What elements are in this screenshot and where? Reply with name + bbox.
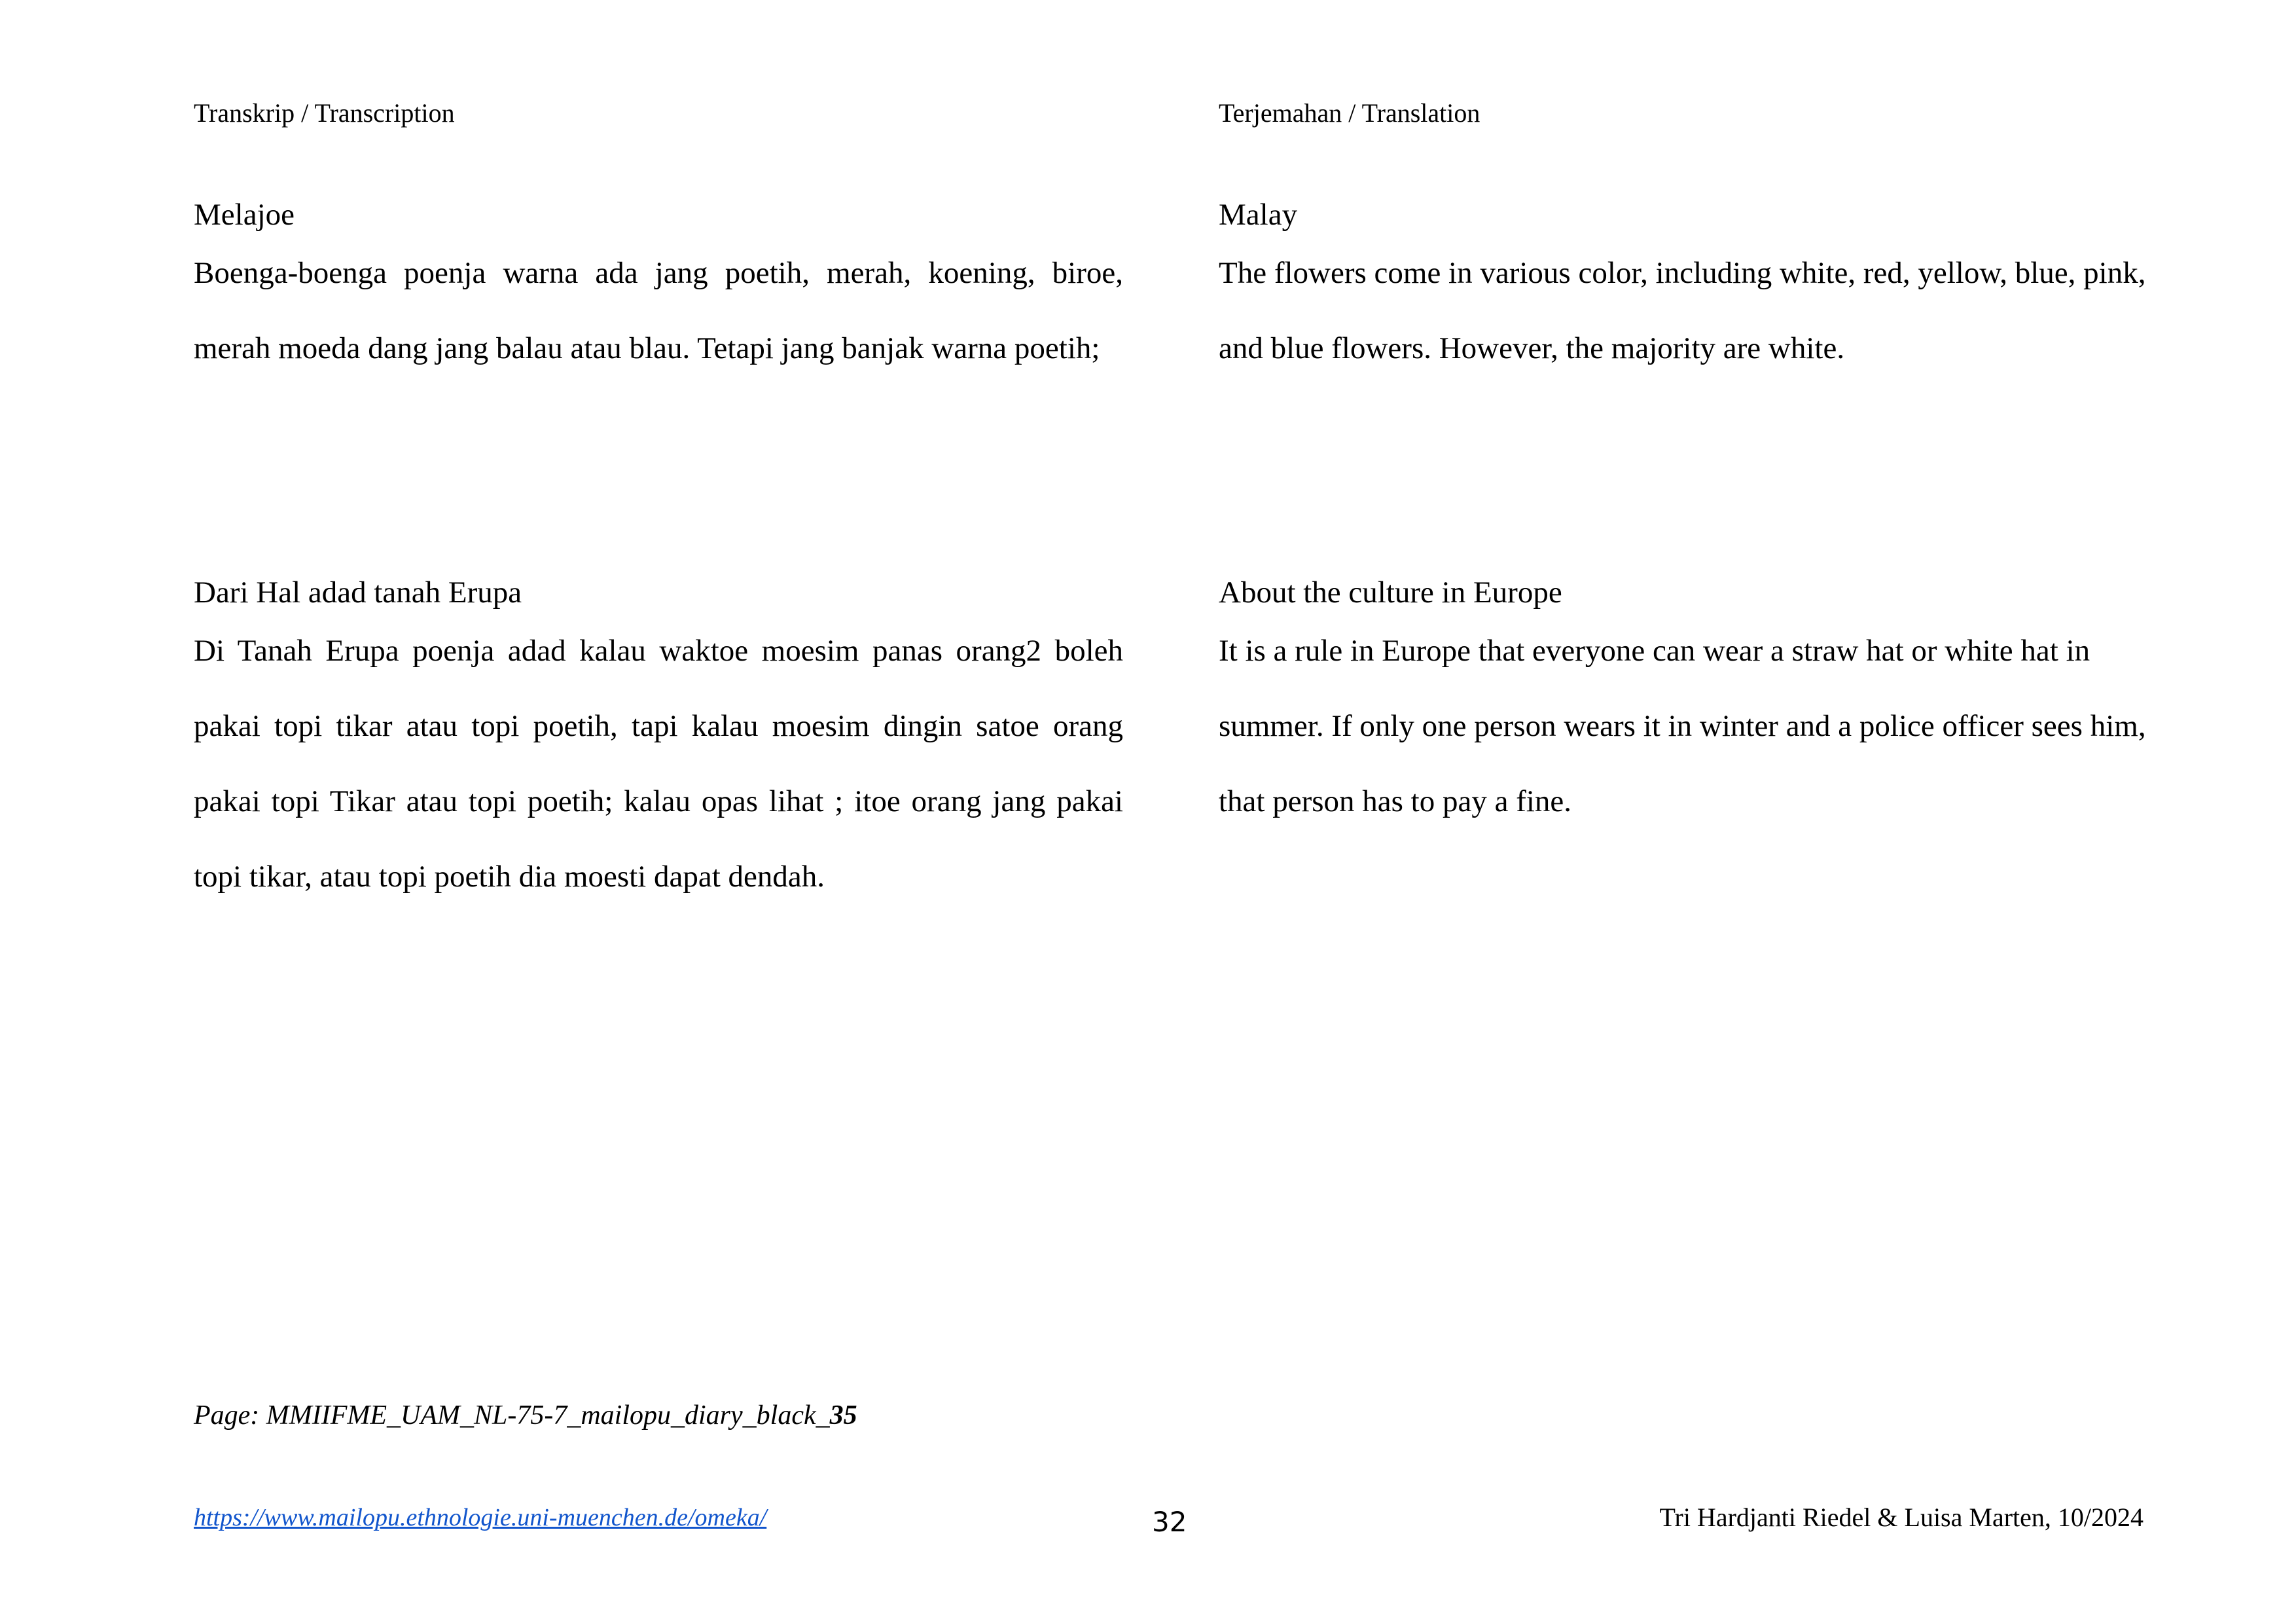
section-title: Melajoe [194, 198, 295, 232]
section-body: The flowers come in various color, including white, red, yellow, blue, pink, and blue flowers. However, the majority are white. [1219, 256, 2146, 365]
footer-link[interactable]: https://www.mailopu.ethnologie.uni-muenchen.de/omeka/ [194, 1504, 767, 1531]
section-title: About the culture in Europe [1219, 575, 1562, 610]
section-body: Boenga-boenga poenja warna ada jang poetih, merah, koening, biroe, merah moeda dang jang balau atau blau. Tetapi jang banjak warna poetih; [194, 256, 1123, 365]
transcription-section-malay [194, 194, 1123, 386]
section-body: It is a rule in Europe that everyone can wear a straw hat or white hat in summer. If only one person wears it in winter and a police officer sees him, that person has to pay a fine. [1219, 634, 2146, 818]
translation-section-malay [1219, 194, 2151, 386]
footer-credit: Tri Hardjanti Riedel & Luisa Marten, 10/2024 [1659, 1503, 2144, 1532]
transcription-section-europe [194, 572, 1123, 915]
transcription-heading: Transkrip / Transcription [194, 98, 455, 128]
page-reference [194, 1400, 857, 1431]
page-reference-prefix: Page: MMIIFME_UAM_NL-75-7_mailopu_diary_black_ [194, 1400, 830, 1431]
translation-heading: Terjemahan / Translation [1219, 98, 1480, 128]
page-number: 32 [1152, 1506, 1187, 1538]
section-title: Malay [1219, 198, 1298, 232]
page-reference-number: 35 [829, 1400, 857, 1431]
section-body: Di Tanah Erupa poenja adad kalau waktoe moesim panas orang2 boleh pakai topi tikar atau topi poetih, tapi kalau moesim dingin satoe orang pakai topi Tikar atau topi poetih; kalau opas lihat ; itoe orang jang pakai topi tikar, atau topi poetih dia moesti dapat dendah. [194, 634, 1123, 894]
translation-section-europe [1219, 572, 2151, 839]
section-title: Dari Hal adad tanah Erupa [194, 575, 522, 610]
